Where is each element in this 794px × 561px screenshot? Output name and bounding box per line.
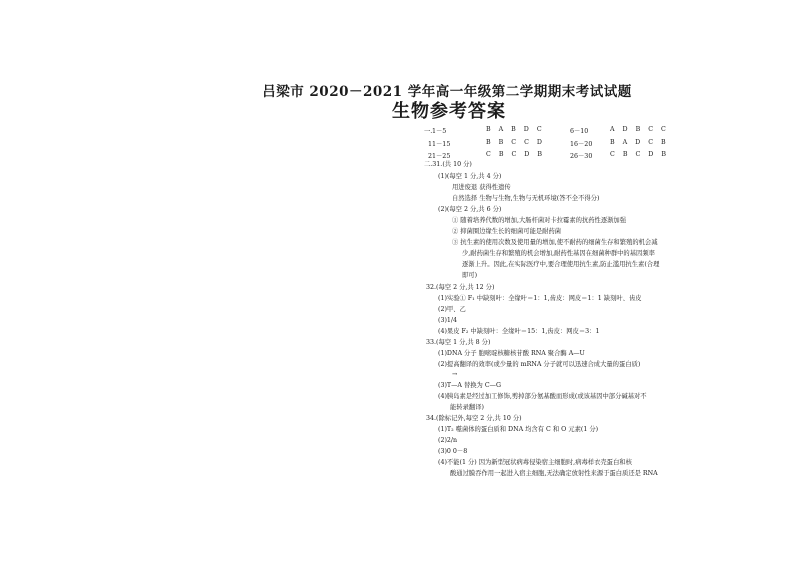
answer-line: (1)实验① F₁ 中缺刻叶：全缘叶＝1：1,齿皮：网皮＝1：1 缺刻叶、齿皮 xyxy=(438,295,642,302)
question-heading: 34.(除标记外,每空 2 分,共 10 分) xyxy=(426,415,522,422)
answer-line: (2)甲、乙 xyxy=(438,306,466,313)
answer-line: (2)2/n xyxy=(438,437,458,444)
answer-line: (4)胰岛素是经过加工修饰,剪掉部分氨基酸而形成(或该基因中部分碱基对不 xyxy=(438,393,647,400)
question-heading: 二.31.(共 10 分) xyxy=(424,161,472,168)
answer-line: 逐渐上升。因此,在实际医疗中,要合理使用抗生素,防止滥用抗生素(合理 xyxy=(462,261,660,268)
mc-answers: C B C D B xyxy=(486,151,542,158)
arrow-mark: → xyxy=(452,371,458,378)
answer-line: (2)提高翻译的效率(或少量的 mRNA 分子就可以迅速合成大量的蛋白质) xyxy=(438,361,641,368)
question-heading: 33.(每空 1 分,共 8 分) xyxy=(426,339,491,346)
mc-range: 26－30 xyxy=(570,153,593,160)
answer-line: (1)DNA 分子 胞嘧啶核糖核苷酸 RNA 聚合酶 A—U xyxy=(438,350,585,357)
answer-line: 少,耐药菌生存和繁殖的机会增加,耐药性基因在细菌种群中的基因频率 xyxy=(462,250,655,257)
answer-line: (3)1/4 xyxy=(438,317,458,324)
mc-answers: B A D C B xyxy=(610,139,666,146)
answer-line: (1)(每空 1 分,共 4 分) xyxy=(438,173,502,180)
mc-range: 16－20 xyxy=(570,141,593,148)
answer-line: (1)T₂ 噬菌体的蛋白质和 DNA 均含有 C 和 O 元素(1 分) xyxy=(438,426,599,433)
answer-line: (3)0 0－8 xyxy=(438,448,468,455)
page-title: 吕梁市 2020－2021 学年高一年级第二学期期末考试试题 xyxy=(262,84,632,100)
answer-line: 自然选择 生物与生物,生物与无机环境(答不全不得分) xyxy=(452,195,600,202)
mc-answers: A D B C C xyxy=(610,126,666,133)
mc-range: 11－15 xyxy=(428,141,451,148)
answer-line: ② 抑菌圈边缘生长的细菌可能是耐药菌 xyxy=(452,228,562,235)
answer-line: 能转录翻译) xyxy=(450,404,484,411)
answer-line: 即可) xyxy=(462,272,478,279)
answer-line: ③ 抗生素的使用次数及使用量的增加,使不耐药的细菌生存和繁殖的机会减 xyxy=(452,239,658,246)
answer-line: (4)果皮 F₂ 中缺刻叶：全缘叶＝15：1,齿皮：网皮＝3：1 xyxy=(438,328,600,335)
answer-line: (2)(每空 2 分,共 6 分) xyxy=(438,206,502,213)
mc-answers: C B C D B xyxy=(610,151,666,158)
mc-range: 1－5 xyxy=(432,128,447,135)
answer-line: 酸通过膜吞作用一起进入宿主细胞,无法确定放射性来源于蛋白质还是 RNA xyxy=(450,470,658,477)
part1-label: 一. xyxy=(424,128,433,135)
mc-range: 6－10 xyxy=(570,128,589,135)
answer-line: (3)T—A 替换为 C—G xyxy=(438,382,502,389)
mc-answers: B A B D C xyxy=(486,126,542,133)
page-subtitle: 生物参考答案 xyxy=(392,101,506,122)
mc-range: 21－25 xyxy=(428,153,451,160)
answer-line: ① 随着培养代数的增加,大肠杆菌对卡拉霉素的抗药性逐渐加强 xyxy=(452,217,627,224)
answer-line: 用进废退 获得性遗传 xyxy=(452,184,511,191)
question-heading: 32.(每空 2 分,共 12 分) xyxy=(426,284,495,291)
answer-line: (4)不能(1 分) 因为新型冠状病毒侵染宿主细胞时,病毒样衣壳蛋白和核 xyxy=(438,459,632,466)
mc-answers: B B C C D xyxy=(486,139,542,146)
